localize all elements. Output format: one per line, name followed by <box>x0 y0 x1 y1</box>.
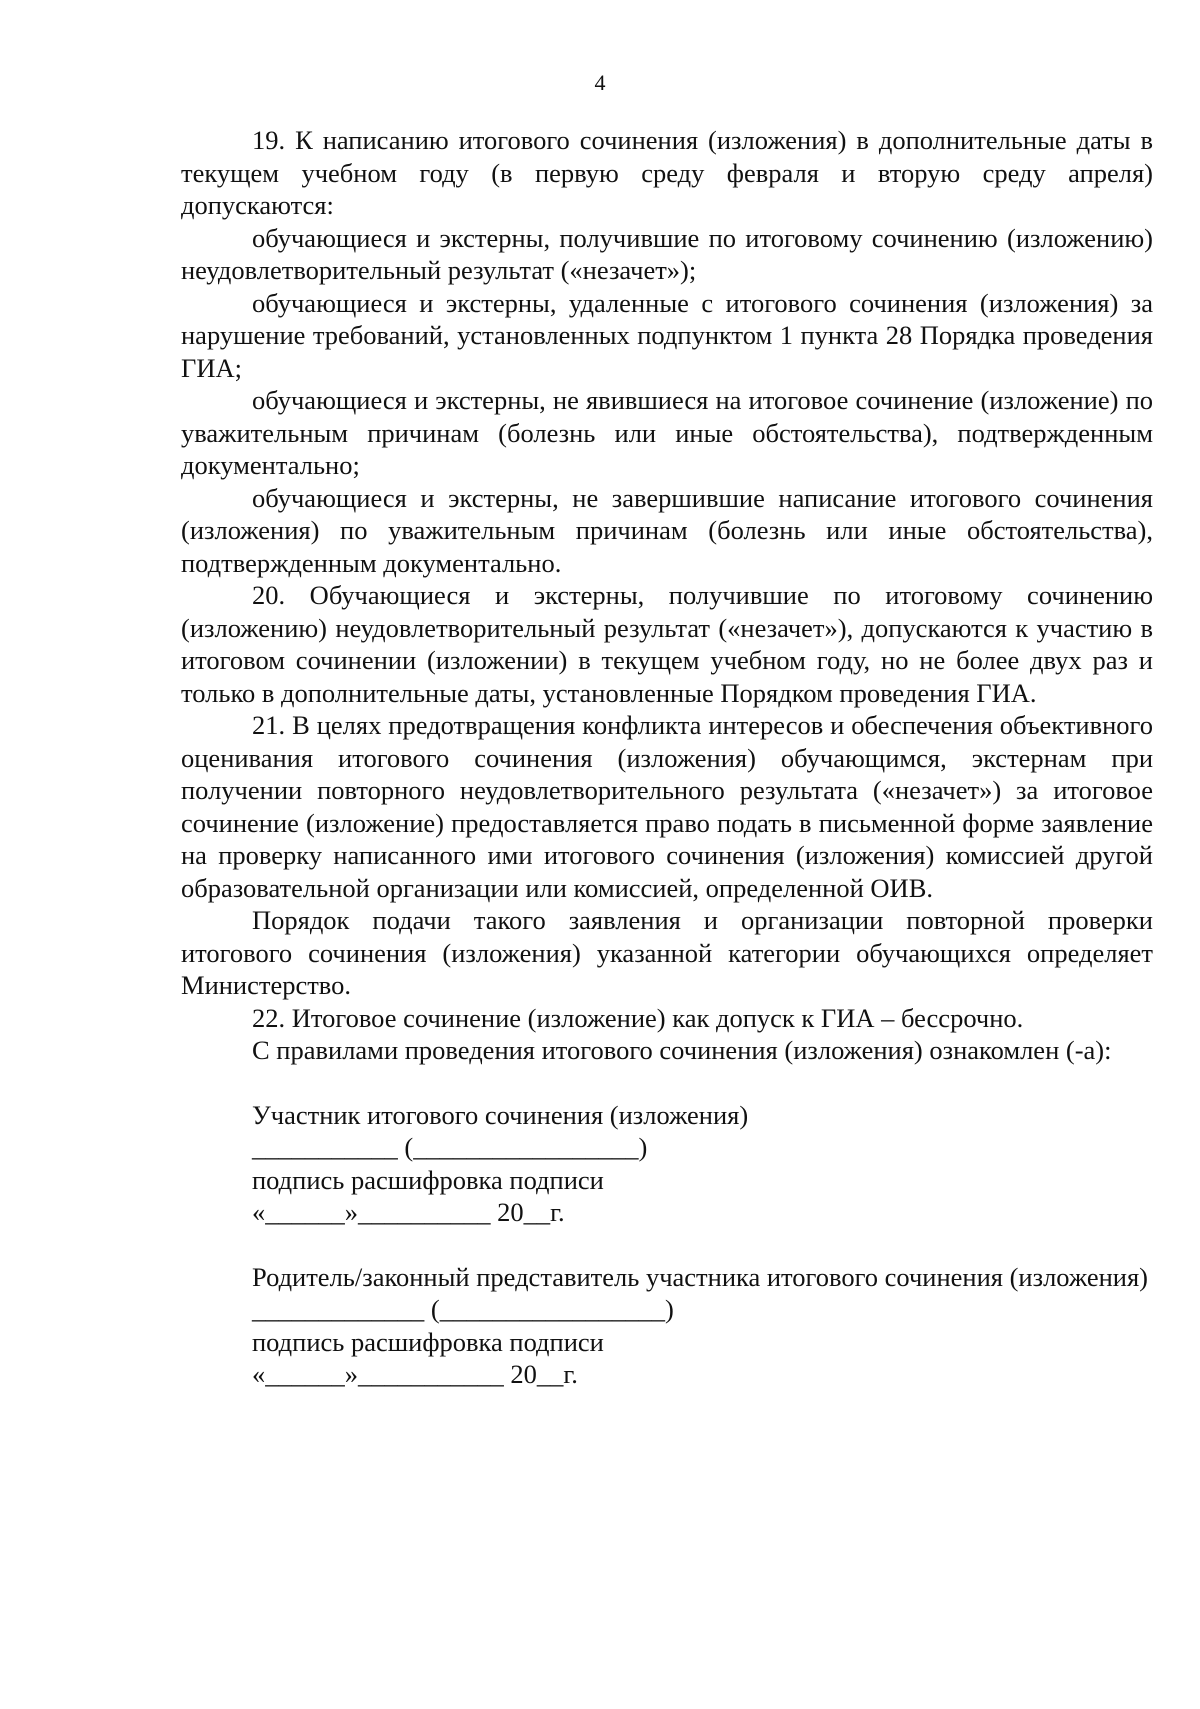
paragraph-22: 22. Итоговое сочинение (изложение) как допуск к ГИА – бессрочно. <box>252 1002 1024 1033</box>
paragraph-19-item-3: обучающиеся и экстерны, не явившиеся на итоговое сочинение (изложение) по уважительным причинам (болезнь или иные обстоятельства), подтвержденным документально; <box>181 385 1153 480</box>
participant-signature-line: ___________ (_________________) <box>252 1132 648 1162</box>
paragraph-19: 19. К написанию итогового сочинения (изложения) в дополнительные даты в текущем учебном году (в первую среду февраля и вторую среду апреля) допускаются: <box>181 125 1153 220</box>
paragraph-20: 20. Обучающиеся и экстерны, получившие по итоговому сочинению (изложению) неудовлетворительный результат («незачет»), допускаются к участию в итоговом сочинении (изложении) в текущем учебном году, но не более двух раз и только в дополнительные даты, установленные Порядком проведения ГИА. <box>181 580 1153 708</box>
parent-signature-line: _____________ (_________________) <box>252 1294 674 1324</box>
parent-signature-block <box>181 1261 1153 1391</box>
paragraph-19-item-4: обучающиеся и экстерны, не завершившие написание итогового сочинения (изложения) по уважительным причинам (болезнь или иные обстоятельства), подтвержденным документально. <box>181 482 1153 578</box>
parent-signature-caption: подпись расшифровка подписи <box>252 1326 604 1357</box>
paragraph-21: 21. В целях предотвращения конфликта интересов и обеспечения объективного оценивания итогового сочинения (изложения) обучающимся, экстернам при получении повторного неудовлетворительного результата («незачет») за итоговое сочинение (изложение) предоставляется право подать в письменной форме заявление на проверку написанного ими итогового сочинения (изложения) комиссией другой образовательной организации или комиссией, определенной ОИВ. <box>181 710 1153 903</box>
page-number: 4 <box>594 70 606 95</box>
paragraph-19-item-2: обучающиеся и экстерны, удаленные с итогового сочинения (изложения) за нарушение требований, установленных подпунктом 1 пункта 28 Порядка проведения ГИА; <box>181 287 1153 383</box>
participant-title: Участник итогового сочинения (изложения) <box>252 1099 749 1130</box>
participant-date-line: «______»__________ 20__г. <box>252 1197 565 1227</box>
participant-signature-caption: подпись расшифровка подписи <box>252 1164 604 1195</box>
paragraph-21-procedure: Порядок подачи такого заявления и организации повторной проверки итогового сочинения (изложения) указанной категории обучающихся определяет Министерство. <box>181 905 1153 1000</box>
paragraph-19-item-1: обучающиеся и экстерны, получившие по итоговому сочинению (изложению) неудовлетворительный результат («незачет»); <box>181 222 1153 285</box>
participant-signature-block <box>181 1099 1153 1229</box>
acknowledgement-text: С правилами проведения итогового сочинения (изложения) ознакомлен (-а): <box>252 1035 1112 1065</box>
parent-title: Родитель/законный представитель участника итогового сочинения (изложения) <box>252 1261 1148 1292</box>
parent-date-line: «______»___________ 20__г. <box>252 1359 578 1389</box>
document-body <box>181 124 1153 1391</box>
